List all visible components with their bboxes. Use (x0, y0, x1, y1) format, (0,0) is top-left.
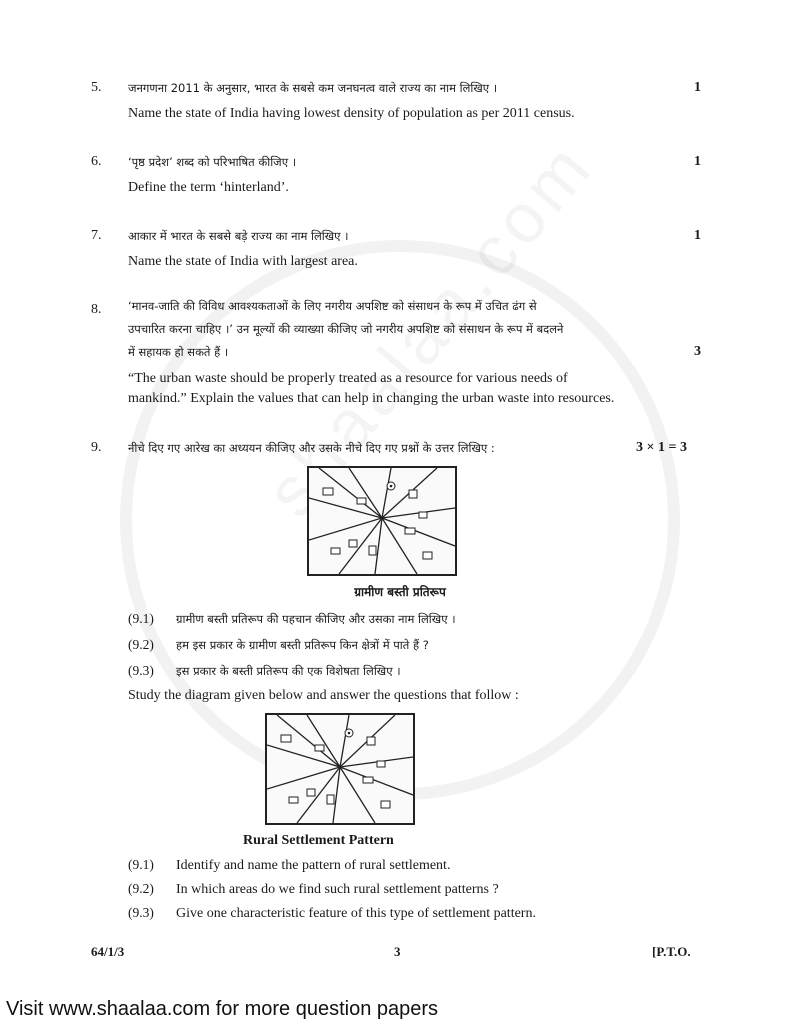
q8-hindi-line2: उपचारित करना चाहिए ।’ उन मूल्यों की व्याख्या कीजिए जो नगरीय अपशिष्ट को संसाधन के रूप में बदलने (128, 322, 564, 336)
q9-hindi-sub3-no: (9.3) (128, 663, 154, 678)
website-note: Visit www.shaalaa.com for more question papers (6, 998, 439, 1020)
q9-english-intro: Study the diagram given below and answer the questions that follow : (128, 688, 519, 703)
q9-hindi-sub3: इस प्रकार के बस्ती प्रतिरूप की एक विशेषता लिखिए । (176, 664, 401, 678)
q5-number: 5. (91, 80, 102, 95)
q8-marks: 3 (694, 344, 701, 359)
q6-number: 6. (91, 154, 102, 169)
q7-number: 7. (91, 228, 102, 243)
q8-hindi-line1: ‘मानव-जाति की विविध आवश्यकताओं के लिए नगरीय अपशिष्ट को संसाधन के रूप में उचित ढंग से (128, 299, 537, 313)
q6-marks: 1 (694, 154, 701, 169)
pto-label: [P.T.O. (652, 944, 691, 959)
q6-hindi: ‘पृष्ठ प्रदेश’ शब्द को परिभाषित कीजिए । (128, 155, 297, 169)
q8-english-line1: “The urban waste should be properly treated as a resource for various needs of (128, 371, 568, 386)
radial-settlement-figure (267, 715, 413, 823)
q5-hindi: जनगणना 2011 के अनुसार, भारत के सबसे कम जनघनत्व वाले राज्य का नाम लिखिए । (128, 81, 498, 95)
q9-english-caption: Rural Settlement Pattern (243, 833, 394, 848)
q5-marks: 1 (694, 80, 701, 95)
q9-number: 9. (91, 440, 102, 455)
q9-hindi-sub2-no: (9.2) (128, 637, 154, 652)
q9-english-sub3-no: (9.3) (128, 905, 154, 920)
q9-english-sub1-no: (9.1) (128, 857, 154, 872)
q8-hindi-line3: में सहायक हो सकते हैं । (128, 345, 229, 359)
q9-hindi-intro: नीचे दिए गए आरेख का अध्ययन कीजिए और उसके नीचे दिए गए प्रश्नों के उत्तर लिखिए : (128, 441, 495, 455)
q8-english-line2: mankind.” Explain the values that can help in changing the urban waste into resources. (128, 391, 615, 406)
q7-english: Name the state of India with largest area. (128, 254, 358, 269)
q9-hindi-sub1-no: (9.1) (128, 611, 154, 626)
q7-marks: 1 (694, 228, 701, 243)
q6-english: Define the term ‘hinterland’. (128, 180, 289, 195)
q9-hindi-caption: ग्रामीण बस्ती प्रतिरूप (354, 585, 446, 599)
q8-number: 8. (91, 302, 102, 317)
q9-english-sub1: Identify and name the pattern of rural settlement. (176, 858, 451, 873)
q9-english-sub2: In which areas do we find such rural settlement patterns ? (176, 882, 499, 897)
q9-hindi-sub2: हम इस प्रकार के ग्रामीण बस्ती प्रतिरूप किन क्षेत्रों में पाते हैं ? (176, 638, 429, 652)
settlement-diagram-hindi (307, 466, 457, 576)
q9-english-sub3: Give one characteristic feature of this type of settlement pattern. (176, 906, 536, 921)
paper-code: 64/1/3 (91, 944, 125, 959)
settlement-diagram-english (265, 713, 415, 825)
q9-hindi-sub1: ग्रामीण बस्ती प्रतिरूप की पहचान कीजिए और उसका नाम लिखिए । (176, 612, 456, 626)
radial-settlement-figure (309, 468, 455, 574)
q7-hindi: आकार में भारत के सबसे बड़े राज्य का नाम लिखिए । (128, 229, 349, 243)
q9-marks: 3 × 1 = 3 (636, 440, 687, 455)
page-number: 3 (394, 944, 401, 959)
q9-english-sub2-no: (9.2) (128, 881, 154, 896)
q5-english: Name the state of India having lowest density of population as per 2011 census. (128, 106, 575, 121)
